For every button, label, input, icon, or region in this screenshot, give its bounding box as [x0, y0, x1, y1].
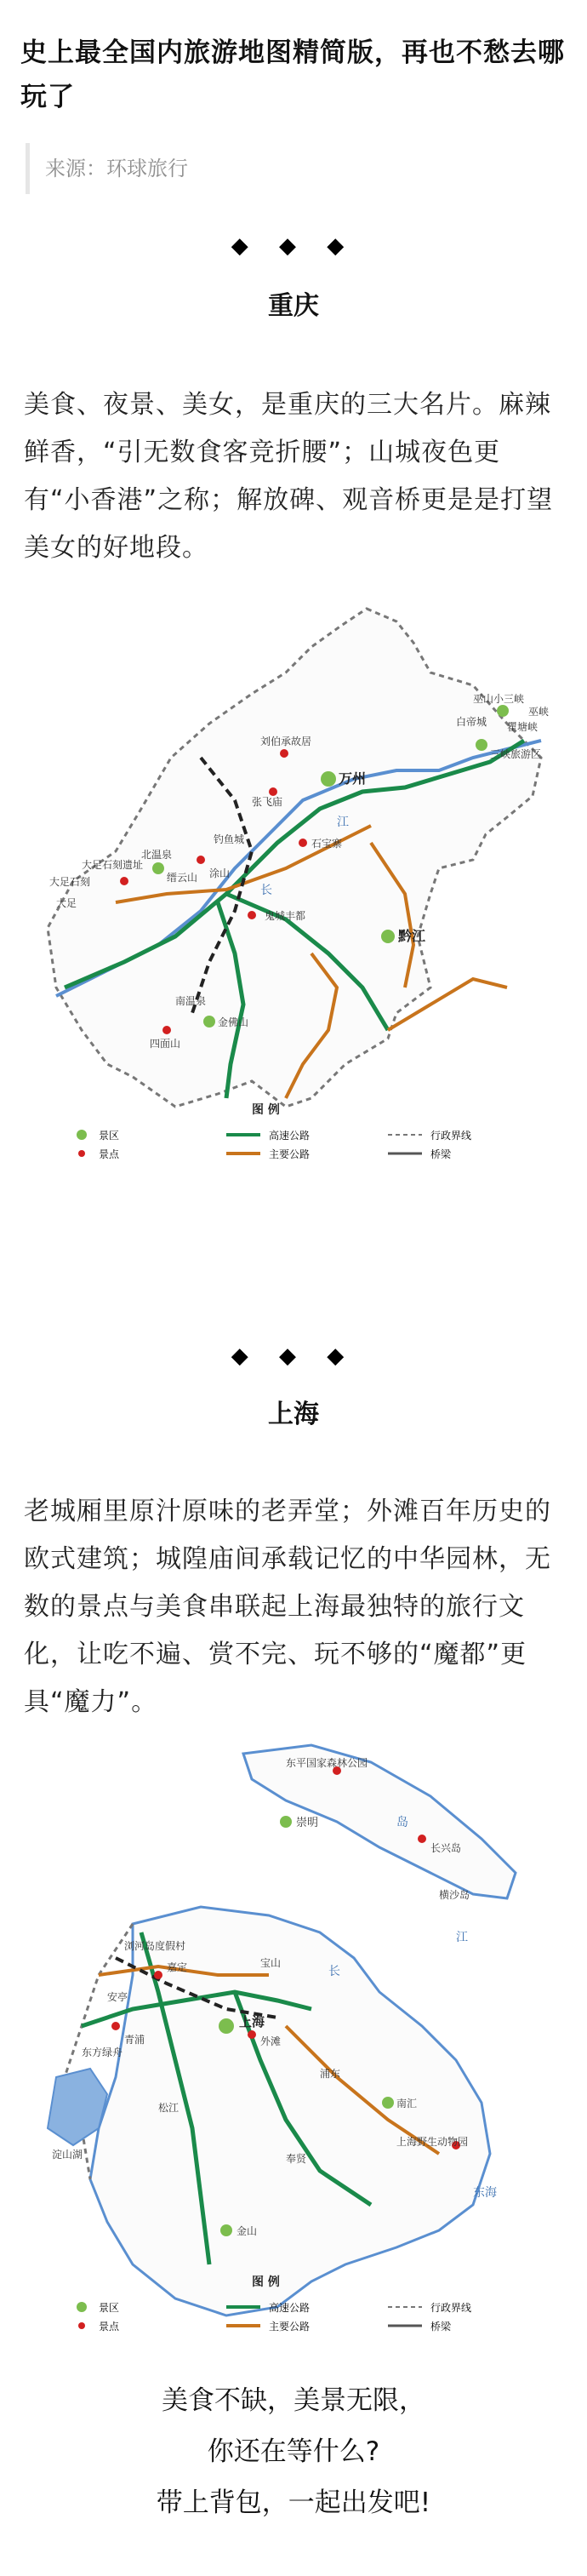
- legend-title: 图 例: [252, 1103, 280, 1117]
- city-marker: [381, 930, 395, 943]
- map-label: 上海: [239, 2014, 265, 2029]
- city-marker: [219, 2018, 234, 2034]
- legend-label: 景点: [99, 1148, 120, 1160]
- map-label: 嘉定: [167, 1961, 188, 1973]
- map-label: 石宝寨: [311, 838, 343, 850]
- city-title-shanghai: 上海: [268, 1400, 319, 1429]
- map-label: 上海野生动物园: [396, 2136, 469, 2148]
- map-label: 江: [456, 1931, 468, 1944]
- shanghai-map: [31, 1720, 558, 2350]
- scenic-marker: [280, 1816, 292, 1828]
- map-label: 鬼城丰都: [265, 910, 306, 922]
- legend-title: 图 例: [252, 2275, 280, 2289]
- map-label: 奉贤: [286, 2153, 307, 2165]
- map-label: 缙云山: [167, 872, 198, 884]
- city-title-chongqing: 重庆: [268, 291, 319, 321]
- chongqing-description: 美食、夜景、美女，是重庆的三大名片。麻辣鲜香，“引无数食客竞折腰”；山城夜色更有“小香港”之称；解放碑、观音桥更是是打望美女的好地段。: [24, 390, 554, 563]
- closing-line-1: 美食不缺，美景无限，: [162, 2385, 425, 2416]
- map-label: 万州: [339, 770, 367, 787]
- spot-marker: [248, 911, 256, 919]
- spot-marker: [418, 1835, 426, 1843]
- legend-col-2: [226, 1129, 310, 1160]
- section-separator: ◆ ◆ ◆: [231, 233, 356, 259]
- map-label: 北温泉: [141, 849, 173, 861]
- map-label: 江: [337, 816, 349, 829]
- map-label: 东方绿舟: [82, 2046, 123, 2058]
- map-label: 瞿塘峡: [507, 721, 539, 733]
- spot-marker: [269, 787, 277, 796]
- map-label: 白帝城: [456, 716, 487, 728]
- map-label: 大足: [56, 897, 77, 909]
- scenic-marker: [497, 705, 509, 717]
- legend-label: 主要公路: [269, 1148, 311, 1160]
- map-label: 岛: [396, 1816, 408, 1829]
- map-label: 南温泉: [175, 995, 207, 1007]
- scenic-marker: [152, 862, 164, 874]
- map-label: 大足石刻: [49, 876, 91, 888]
- map-label: 东海: [473, 2186, 497, 2200]
- spot-marker: [162, 1026, 171, 1034]
- map-label: 外滩: [260, 2035, 282, 2047]
- map-label: 巫峡: [528, 706, 550, 718]
- map-label: 金山: [237, 2225, 258, 2237]
- map-label: 松江: [158, 2102, 180, 2114]
- legend-col-1: [77, 1130, 120, 1160]
- city-marker: [321, 771, 336, 787]
- chongqing-map: [31, 587, 558, 1183]
- legend-label: 高速公路: [269, 2302, 311, 2314]
- shanghai-description: 老城厢里原汁原味的老弄堂；外滩百年历史的欧式建筑；城隍庙间承载记忆的中华园林，无数的景点与美食串联起上海最独特的旅行文化，让吃不遍、赏不完、玩不够的“魔都”更具“魔力”。: [24, 1497, 551, 1717]
- spot-marker: [120, 877, 128, 885]
- legend-col-1: [77, 2302, 120, 2333]
- spot-marker: [111, 2022, 120, 2030]
- map-label: 安亭: [107, 1991, 128, 2003]
- map-label: 横沙岛: [439, 1889, 470, 1901]
- map-label: 青浦: [124, 2034, 145, 2046]
- map-label: 张飞庙: [252, 796, 283, 808]
- map-label: 浦东: [320, 2068, 341, 2080]
- map-label: 大足石刻遗址: [82, 859, 144, 871]
- map-label: 刘伯承故居: [260, 736, 312, 747]
- closing-line-3: 带上背包，一起出发吧!: [156, 2487, 431, 2518]
- map-label: 四面山: [150, 1038, 181, 1050]
- spot-marker: [197, 856, 205, 864]
- legend-col-3: [388, 2301, 471, 2333]
- legend-label: 行政界线: [430, 1130, 472, 1142]
- scenic-marker: [203, 1016, 215, 1028]
- map-label: 东平国家森林公园: [286, 1757, 368, 1769]
- map-label: 南汇: [396, 2098, 418, 2109]
- legend-col-3: [388, 1129, 471, 1160]
- map-label: 浏河岛度假村: [124, 1940, 186, 1952]
- legend-label: 桥梁: [430, 1148, 452, 1160]
- article-title: 史上最全国内旅游地图精简版，再也不愁去哪玩了: [20, 37, 565, 112]
- admin-border: [48, 609, 541, 1107]
- map-label: 长: [260, 884, 272, 897]
- legend-label: 景区: [99, 1130, 120, 1142]
- spot-marker: [280, 749, 288, 758]
- legend-label: 高速公路: [269, 1130, 311, 1142]
- spot-marker: [248, 2030, 256, 2039]
- legend-label: 主要公路: [269, 2321, 311, 2333]
- legend-label: 行政界线: [430, 2302, 472, 2314]
- legend-label: 桥梁: [430, 2321, 452, 2333]
- article-source: 来源：环球旅行: [26, 143, 573, 194]
- spot-marker: [299, 839, 307, 847]
- map-label: 钓鱼城: [214, 833, 245, 845]
- scenic-marker: [382, 2097, 394, 2109]
- section-separator: ◆ ◆ ◆: [231, 1343, 356, 1369]
- map-label: 淀山湖: [52, 2149, 83, 2161]
- map-label: 崇明: [296, 1817, 319, 1829]
- map-label: 巫山小三峡: [473, 693, 525, 705]
- closing-line-2: 你还在等什么?: [207, 2436, 380, 2467]
- map-label: 黔江: [398, 928, 426, 944]
- spot-marker: [154, 1971, 162, 1979]
- map-label: 涂山: [209, 867, 231, 879]
- scenic-marker: [220, 2224, 232, 2236]
- legend-label: 景区: [99, 2302, 120, 2314]
- map-label: 三峡旅游区: [490, 748, 542, 760]
- scenic-marker: [476, 739, 487, 751]
- legend-label: 景点: [99, 2321, 120, 2333]
- map-label: 金佛山: [218, 1016, 249, 1028]
- map-label: 长: [328, 1965, 340, 1978]
- map-label: 宝山: [260, 1957, 282, 1969]
- map-label: 长兴岛: [430, 1842, 462, 1854]
